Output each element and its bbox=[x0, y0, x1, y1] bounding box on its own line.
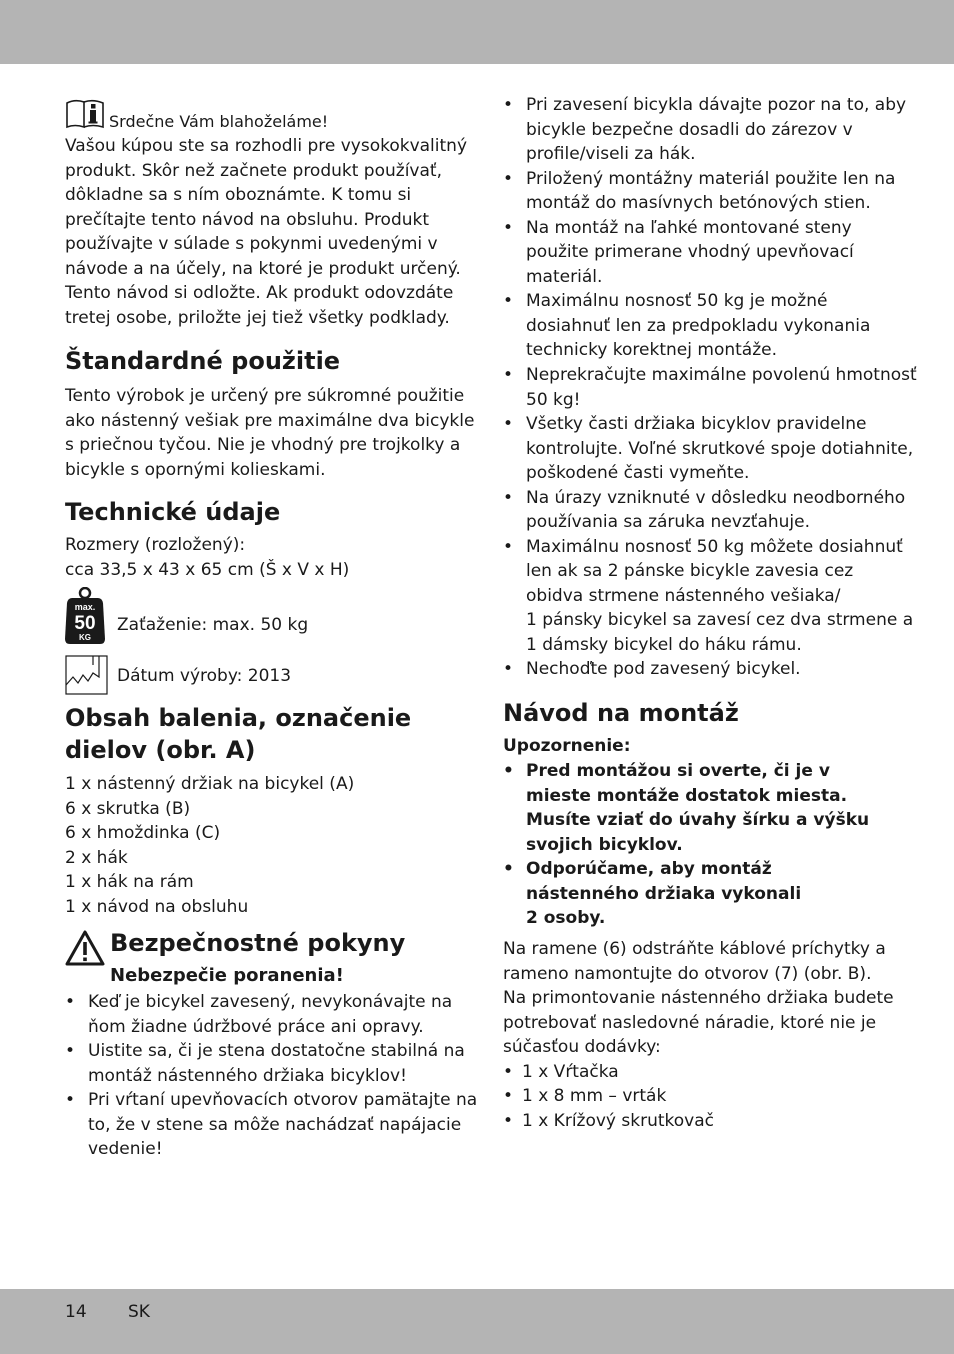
intro-line: používajte v súlade s pokynmi uvedenými v bbox=[65, 234, 438, 254]
intro-line: produkt. Skôr než začnete produkt používať, bbox=[65, 160, 442, 181]
assembly-warning-line: 2 osoby. bbox=[526, 908, 606, 928]
top-bar bbox=[0, 0, 954, 64]
safety-bullet-line: kontrolujte. Voľné skrutkové spoje dotiahnite, bbox=[526, 438, 914, 459]
safety-bullet-line: Na montáž na ľahké montované steny bbox=[526, 217, 852, 238]
safety-bullet-line: poškodené časti vymeňte. bbox=[526, 463, 750, 483]
assembly-line: Na primontovanie nástenného držiaka budete bbox=[503, 988, 894, 1008]
intro-line: tretej osobe, priložte jej tiež všetky podklady. bbox=[65, 307, 450, 328]
safety-bullet-line: profile/viseli za hák. bbox=[526, 144, 696, 164]
safety-bullet-line: technicky korektnej montáže. bbox=[526, 340, 777, 360]
tech-dims-label: Rozmery (rozložený): bbox=[65, 535, 246, 555]
weight-icon-top: max. bbox=[74, 602, 96, 612]
assembly-warning-line: nástenného držiaka vykonali bbox=[526, 883, 802, 904]
assembly-warning-line: mieste montáže dostatok miesta. bbox=[526, 785, 848, 806]
safety-bullet-line: používania sa záruka nevzťahuje. bbox=[526, 512, 810, 532]
safety-bullet-line: Priložený montážny materiál použite len na bbox=[526, 168, 896, 189]
safety-bullet-line: Keď je bicykel zavesený, nevykonávajte na bbox=[88, 992, 453, 1012]
intro-line: dôkladne sa s ním oboznámte. K tomu si bbox=[65, 185, 412, 205]
contents-item: 2 x hák bbox=[65, 847, 128, 868]
tech-heading: Technické údaje bbox=[65, 498, 281, 526]
manufacture-date-icon bbox=[65, 655, 109, 695]
contents-item: 1 x nástenný držiak na bicykel (A) bbox=[65, 774, 355, 794]
safety-bullet-line: Nechoďte pod zavesený bicykel. bbox=[526, 659, 801, 679]
page-number: 14 bbox=[65, 1302, 87, 1322]
tech-load: Zaťaženie: max. 50 kg bbox=[117, 615, 309, 635]
tech-dims-value: cca 33,5 x 43 x 65 cm (Š x V x H) bbox=[65, 559, 350, 580]
safety-bullet-line: to, že v stene sa môže nachádzať napájacie bbox=[88, 1114, 462, 1135]
safety-bullet-line: vedenie! bbox=[88, 1139, 163, 1159]
safety-bullet-line: Pri vŕtaní upevňovacích otvorov pamätajte na bbox=[88, 1090, 478, 1110]
safety-bullet-line: montáž nástenného držiaka bicyklov! bbox=[88, 1065, 407, 1086]
safety-bullet-line: 1 dámsky bicykel do háku rámu. bbox=[526, 634, 802, 655]
standard-use-line: bicykle s opornými kolieskami. bbox=[65, 459, 326, 480]
weight-icon-unit: KG bbox=[79, 633, 91, 642]
contents-item: 1 x hák na rám bbox=[65, 872, 194, 892]
contents-heading-line2: dielov (obr. A) bbox=[65, 736, 256, 764]
safety-bullet-line: Uistite sa, či je stena dostatočne stabilná na bbox=[88, 1041, 465, 1061]
safety-bullet-line: montáž do masívnych betónových stien. bbox=[526, 193, 871, 213]
assembly-warning-line: Musíte vziať do úvahy šírku a výšku bbox=[526, 810, 870, 830]
tech-date: Dátum výroby: 2013 bbox=[117, 666, 292, 686]
weight-icon bbox=[65, 587, 105, 645]
intro-line: návode a na účely, na ktoré je produkt určený. bbox=[65, 258, 461, 279]
safety-bullet-line: bicykle bezpečne dosadli do zárezov v bbox=[526, 119, 853, 140]
assembly-line: potrebovať nasledovné náradie, ktoré nie je bbox=[503, 1012, 877, 1033]
safety-bullet-line: Maximálnu nosnosť 50 kg môžete dosiahnuť bbox=[526, 536, 903, 557]
weight-icon-number: 50 bbox=[74, 613, 96, 634]
safety-bullet-line: dosiahnuť len za predpokladu vykonania bbox=[526, 315, 871, 336]
assembly-warning-line: svojich bicyklov. bbox=[526, 834, 683, 855]
contents-item: 6 x skrutka (B) bbox=[65, 798, 191, 819]
safety-bullet-line: obidva strmene nástenného vešiaka/ bbox=[526, 585, 841, 606]
intro-greeting: Srdečne Vám blahoželáme! bbox=[109, 112, 329, 131]
contents-heading-line1: Obsah balenia, označenie bbox=[65, 704, 412, 732]
assembly-line: súčasťou dodávky: bbox=[503, 1037, 661, 1057]
intro-line: Vašou kúpou ste sa rozhodli pre vysokokvalitný bbox=[65, 136, 468, 156]
safety-bullet-line: ňom žiadne údržbové práce ani opravy. bbox=[88, 1016, 424, 1037]
assembly-warning-line: Odporúčame, aby montáž bbox=[526, 859, 772, 879]
safety-bullet-line: Maximálnu nosnosť 50 kg je možné bbox=[526, 291, 828, 311]
safety-heading: Bezpečnostné pokyny bbox=[110, 929, 406, 957]
safety-bullet-line: Neprekračujte maximálne povolenú hmotnosť bbox=[526, 365, 917, 385]
standard-use-heading: Štandardné použitie bbox=[65, 347, 341, 375]
safety-bullet-line: Všetky časti držiaka bicyklov pravidelne bbox=[526, 414, 867, 434]
assembly-warning-line: Pred montážou si overte, či je v bbox=[526, 761, 830, 781]
contents-item: 6 x hmoždinka (C) bbox=[65, 823, 221, 843]
safety-bullet-line: materiál. bbox=[526, 266, 603, 287]
warning-triangle-icon bbox=[65, 930, 105, 966]
contents-item: 1 x návod na obsluhu bbox=[65, 896, 249, 917]
assembly-line: rameno namontujte do otvorov (7) (obr. B). bbox=[503, 963, 872, 984]
standard-use-line: ako nástenný vešiak pre maximálne dva bicykle bbox=[65, 410, 475, 431]
safety-bullet-line: Pri zavesení bicykla dávajte pozor na to, aby bbox=[526, 95, 907, 115]
safety-bullet-line: 1 pánsky bicykel sa zavesí cez dva strmene a bbox=[526, 610, 914, 630]
safety-bullet-line: Na úrazy vzniknuté v dôsledku neodborného bbox=[526, 487, 906, 508]
intro-line: prečítajte tento návod na obsluhu. Produkt bbox=[65, 209, 430, 230]
standard-use-line: Tento výrobok je určený pre súkromné použitie bbox=[65, 386, 465, 406]
manual-info-icon bbox=[65, 97, 105, 129]
intro-line: Tento návod si odložte. Ak produkt odovzdáte bbox=[65, 283, 454, 303]
safety-bullet-line: 50 kg! bbox=[526, 389, 581, 410]
safety-bullet-line: len ak sa 2 pánske bicykle zavesia cez bbox=[526, 561, 854, 581]
assembly-warning-label: Upozornenie: bbox=[503, 736, 631, 756]
assembly-heading: Návod na montáž bbox=[503, 699, 739, 727]
language-code: SK bbox=[128, 1302, 150, 1322]
safety-subtitle: Nebezpečie poranenia! bbox=[110, 965, 344, 986]
assembly-line: Na ramene (6) odstráňte káblové príchytky a bbox=[503, 939, 886, 959]
safety-bullet-line: použite primerane vhodný upevňovací bbox=[526, 242, 854, 262]
standard-use-line: s priečnou tyčou. Nie je vhodný pre trojkolky a bbox=[65, 435, 461, 455]
